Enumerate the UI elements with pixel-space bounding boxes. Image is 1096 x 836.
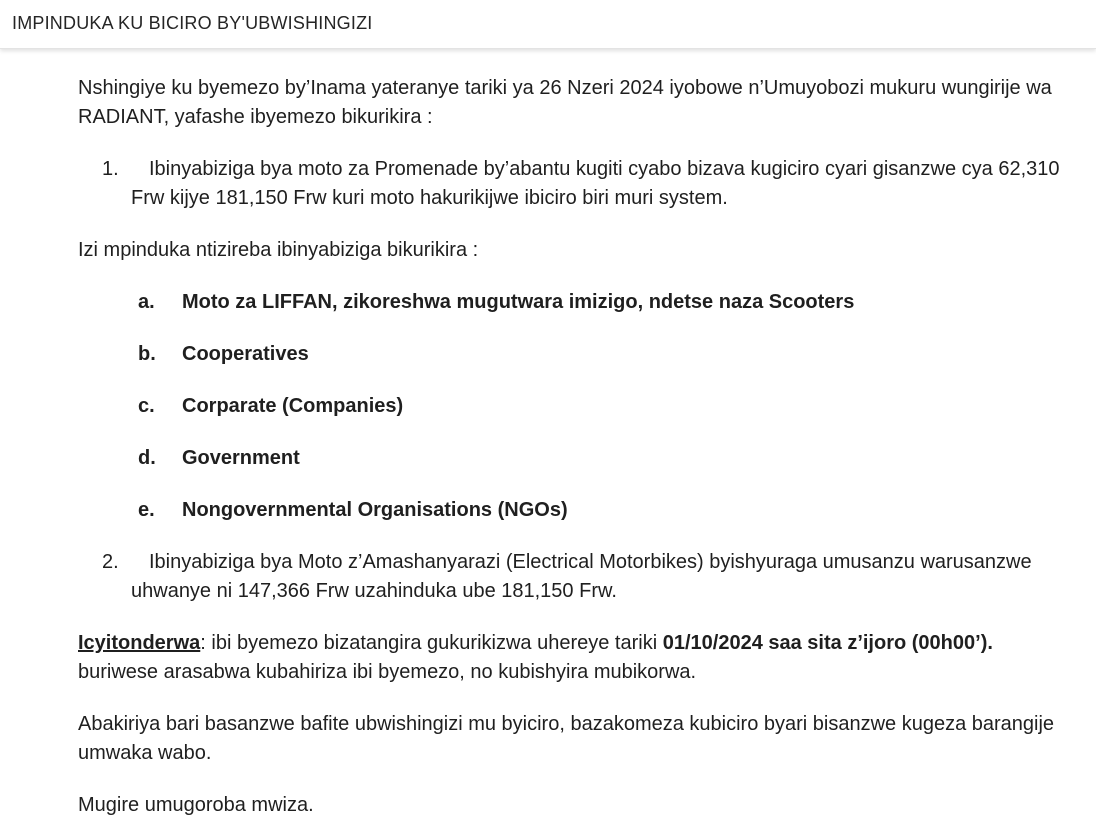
note-label: Icyitonderwa	[78, 632, 201, 654]
item-text: Ibinyabiziga bya moto za Promenade by’abantu kugiti cyabo bizava kugiciro cyari gisanzwe cya 62,310 Frw kijye 181,150 Frw kuri moto hakurikijwe ibiciro biri muri system.	[131, 158, 1060, 209]
numbered-item-1	[78, 155, 1068, 213]
item-number: 1.	[102, 158, 119, 180]
note-paragraph	[78, 629, 1068, 687]
note-text-before: : ibi byemezo bizatangira gukurikizwa uhereye tariki	[200, 632, 663, 654]
exclusion-text: Government	[182, 447, 300, 469]
item-text: Ibinyabiziga bya Moto z’Amashanyarazi (Electrical Motorbikes) byishyuraga umusanzu warusanzwe uhwanye ni 147,366 Frw uzahinduka ube 181,150 Frw.	[131, 551, 1032, 602]
exclusion-item-b	[78, 340, 1068, 369]
exclusion-text: Nongovernmental Organisations (NGOs)	[182, 499, 568, 521]
item-letter: a.	[138, 291, 155, 313]
item-letter: c.	[138, 395, 155, 417]
item-letter: e.	[138, 499, 155, 521]
numbered-item-2	[78, 548, 1068, 606]
exclusion-text: Cooperatives	[182, 343, 309, 365]
note-date: 01/10/2024 saa sita z’ijoro (00h00’).	[662, 632, 993, 654]
exclusion-item-a	[78, 288, 1068, 317]
exclusion-item-d	[78, 444, 1068, 473]
page-title: IMPINDUKA KU BICIRO BY'UBWISHINGIZI	[12, 13, 373, 33]
exclusions-intro: Izi mpinduka ntizireba ibinyabiziga bikurikira :	[78, 239, 479, 261]
page-header	[0, 0, 1096, 49]
intro-paragraph: Nshingiye ku byemezo by’Inama yateranye tariki ya 26 Nzeri 2024 iyobowe n’Umuyobozi mukuru wungirije wa RADIANT, yafashe ibyemezo bikurikira :	[78, 77, 1052, 128]
item-letter: d.	[138, 447, 156, 469]
exclusion-text: Corparate (Companies)	[182, 395, 404, 417]
announcement-body	[78, 74, 1068, 820]
closing-paragraph: Mugire umugoroba mwiza.	[78, 794, 314, 816]
exclusion-text: Moto za LIFFAN, zikoreshwa mugutwara imizigo, ndetse naza Scooters	[182, 291, 855, 313]
exclusion-item-e	[78, 496, 1068, 525]
existing-clients-paragraph: Abakiriya bari basanzwe bafite ubwishingizi mu byiciro, bazakomeza kubiciro byari bisanzwe kugeza barangije umwaka wabo.	[78, 713, 1055, 764]
note-text-after: buriwese arasabwa kubahiriza ibi byemezo, no kubishyira mubikorwa.	[78, 661, 697, 683]
exclusion-item-c	[78, 392, 1068, 421]
item-letter: b.	[138, 343, 156, 365]
item-number: 2.	[102, 551, 119, 573]
